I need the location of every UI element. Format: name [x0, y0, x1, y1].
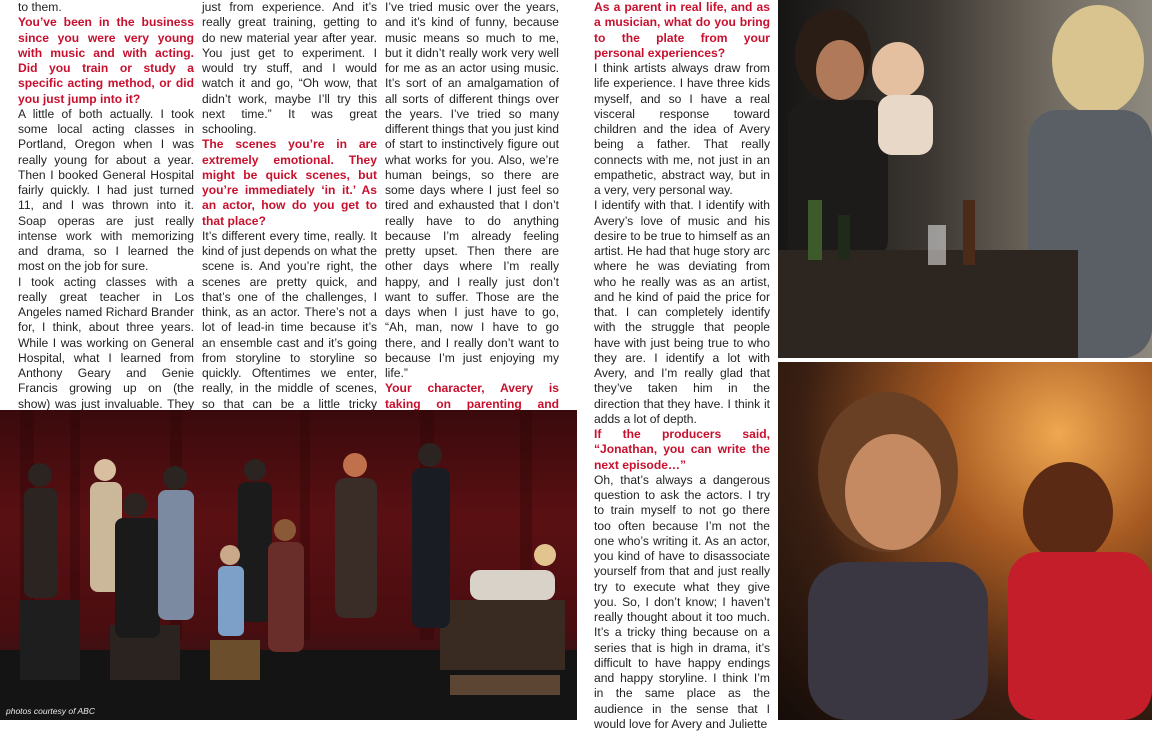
interview-question: As a parent in real life, and as a musician, what do you bring to the plate from your personal experiences?: [594, 0, 770, 60]
interview-question: If the producers said, “Jonathan, you can write the next episode…”: [594, 427, 770, 472]
interview-answer: I took acting classes with a really great teacher in Los Angeles named Richard Brander for, I think, about three years. While I was working on General Hospital, what I learned from Anthony Geary and Genie Francis growing up on (the show) was just invaluable. They: [18, 274, 194, 411]
interview-answer: just from experience. And it’s really great training, getting to do new material year after year. You just get to experiment. I would try stuff, and I would watch it and go, “Oh wow, that didn’t work, maybe I’ll try this next time.” It was great schooling.: [202, 0, 377, 136]
interview-answer: to them.: [18, 0, 62, 14]
scene-photo-illustration: [778, 0, 1152, 358]
interview-answer: A little of both actually. I took some local acting classes in Portland, Oregon when I was really young for about a year. Then I booked General Hospital fairly quickly. I had just turned 11, and I was thrown into it. Soap operas are just really intense work with memorizing and drama, so I learned the most on the job for sure.: [18, 106, 194, 274]
scene-photo-father-and-baby: [778, 0, 1152, 358]
article-column-2: [202, 0, 377, 410]
interview-question: Your character, Avery is taking on parenting and: [385, 381, 559, 411]
interview-answer: I think artists always draw from life experience. I have three kids myself, and so I have a real visceral response toward children and the idea of Avery being a father. That really connects with me, not just in an empathetic, abstract way, but in a very, very personal way.: [594, 61, 770, 197]
article-column-3: [385, 0, 559, 410]
interview-answer: Oh, that’s always a dangerous question to ask the actors. I try to train myself to not go there too often because I’m not the one who’s writing it. As an actor, you kind of have to disassociate yourself from that and just really try to execute what they give you. So, I don’t know; I haven’t really thought about it too much. It’s a tricky thing because on a series that is high in drama, it’s difficult to have happy endings and happy storyline. I think I’m in the same place as the audience in the sense that I would love for Avery and Juliette: [594, 472, 770, 731]
interview-answer: I’ve tried music over the years, and it’s kind of funny, because music means so much to me, but it didn’t really work very well for me as an actor using music. It’s sort of an amalgamation of all sorts of different things over the years. I’ve tried so many different things that you just kind of start to instinctively figure out what works for you. Also, we’re human beings, so there are some days where I just feel so tired and exhausted that I don’t really have to do anything because I’m already feeling pretty upset. Then there are other days where I’m really happy, and I really just don’t want to suffer. Those are the days when I just have to go, “Ah, man, now I have to go there, and I really don’t want to because I’m just enjoying my life.”: [385, 0, 559, 380]
interview-question: The scenes you’re in are extremely emotional. They might be quick scenes, but you’re immediately ‘in it.’ As an actor, how do you get to that place?: [202, 137, 377, 228]
closeup-photo-illustration: [778, 362, 1152, 720]
article-column-1: [18, 0, 194, 410]
interview-question: You’ve been in the business since you were very young with music and with acting. Did you train or study a specific acting method, or did you just jump into it?: [18, 15, 194, 106]
cast-group-photo: [0, 410, 577, 720]
cast-photo-illustration: [0, 410, 577, 720]
photo-credit: photos courtesy of ABC: [6, 706, 95, 716]
scene-photo-avery-closeup: [778, 362, 1152, 720]
interview-answer: It’s different every time, really. It kind of just depends on what the scene is. And you’re right, the scenes are pretty quick, and that’s one of the challenges, I think, as an actor. There’s not a lot of lead-in time because it’s an ensemble cast and it’s going from storyline to storyline so quickly. Oftentimes we enter, really, in the middle of scenes, so that can be a little tricky: [202, 228, 377, 411]
article-column-4: [594, 0, 770, 731]
interview-answer: I identify with that. I identify with Avery’s love of music and his desire to be true to himself as an artist. He had that huge story arc where he was deviating from who he really was as an artist, and he kind of paid the price for that. I can completely identify with the struggle that people have with just being true to who they are. I identify a lot with Avery, and I’m really glad that they’ve taken him in the direction that they have. I think it adds a lot of depth.: [594, 198, 770, 426]
